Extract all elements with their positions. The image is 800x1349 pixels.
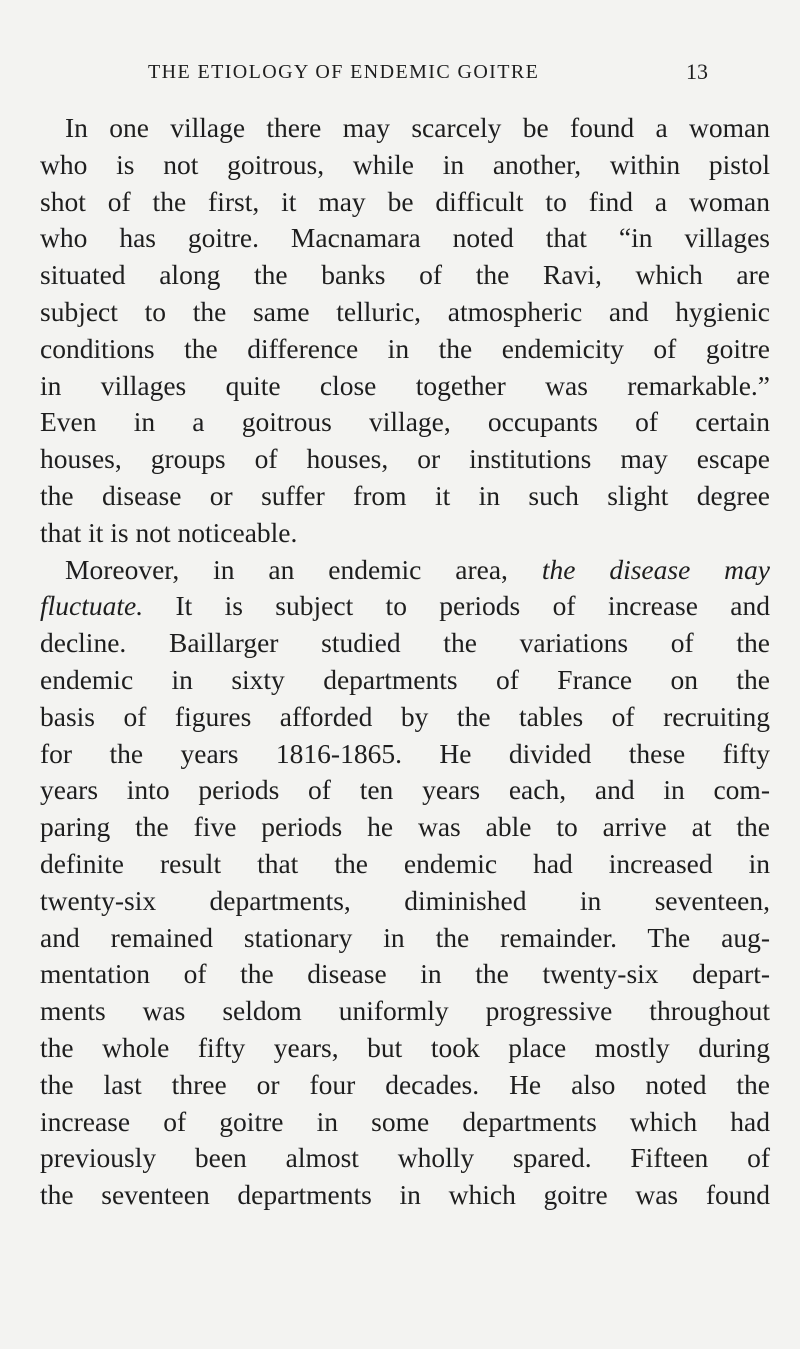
running-head (148, 58, 708, 86)
text-line: that it is not noticeable. (40, 516, 298, 548)
text-line: endemic in sixty departments of France on the (40, 663, 770, 695)
text-line: who has goitre. Macnamara noted that “in villages (40, 222, 770, 254)
text-line: in villages quite close together was remarkable.” (40, 369, 770, 401)
text-line: increase of goitre in some departments which had (40, 1105, 770, 1137)
text-line: who is not goitrous, while in another, within pistol (40, 148, 770, 180)
text-line: In one village there may scarcely be found a woman (65, 112, 770, 143)
text-fragment: Moreover, in an endemic area, (65, 553, 508, 585)
text-line: shot of the first, it may be difficult to find a woman (40, 185, 770, 217)
text-line: ments was seldom uniformly progressive throughout (40, 995, 770, 1027)
text-line: decline. Baillarger studied the variations of the (40, 627, 770, 659)
text-line: definite result that the endemic had increased in (40, 847, 770, 879)
text-line: the seventeen departments in which goitre was found (40, 1179, 770, 1211)
text-line: twenty-six departments, diminished in seventeen, (40, 884, 770, 916)
text-line: paring the five periods he was able to arrive at the (40, 811, 770, 843)
text-line: conditions the difference in the endemicity of goitre (40, 332, 770, 364)
text-fragment: It is subject to periods of increase and (175, 590, 770, 622)
text-line: Even in a goitrous village, occupants of certain (40, 406, 770, 438)
page-number: 13 (686, 59, 708, 84)
text-line-with-italic (40, 552, 770, 589)
text-line: previously been almost wholly spared. Fifteen of (40, 1142, 770, 1174)
text-line: basis of figures afforded by the tables of recruiting (40, 700, 770, 732)
text-line-with-italic (40, 588, 770, 625)
text-line: houses, groups of houses, or institutions may escape (40, 443, 770, 475)
text-line: the disease or suffer from it in such slight degree (40, 479, 770, 511)
italic-phrase: the disease may (541, 553, 771, 585)
text-line: mentation of the disease in the twenty-six depart- (40, 958, 770, 990)
running-title: THE ETIOLOGY OF ENDEMIC GOITRE (148, 61, 540, 83)
text-line: situated along the banks of the Ravi, which are (40, 259, 770, 291)
text-line: and remained stationary in the remainder. The aug- (40, 921, 770, 953)
text-line: the last three or four decades. He also noted the (40, 1068, 770, 1100)
text-line: subject to the same telluric, atmospheric and hygienic (40, 295, 770, 327)
text-line: for the years 1816-1865. He divided these fifty (40, 737, 770, 769)
text-line: years into periods of ten years each, and in com- (40, 774, 770, 806)
italic-phrase: fluctuate. (40, 590, 144, 622)
text-line: the whole fifty years, but took place mostly during (40, 1031, 770, 1063)
body-text (40, 110, 770, 1214)
